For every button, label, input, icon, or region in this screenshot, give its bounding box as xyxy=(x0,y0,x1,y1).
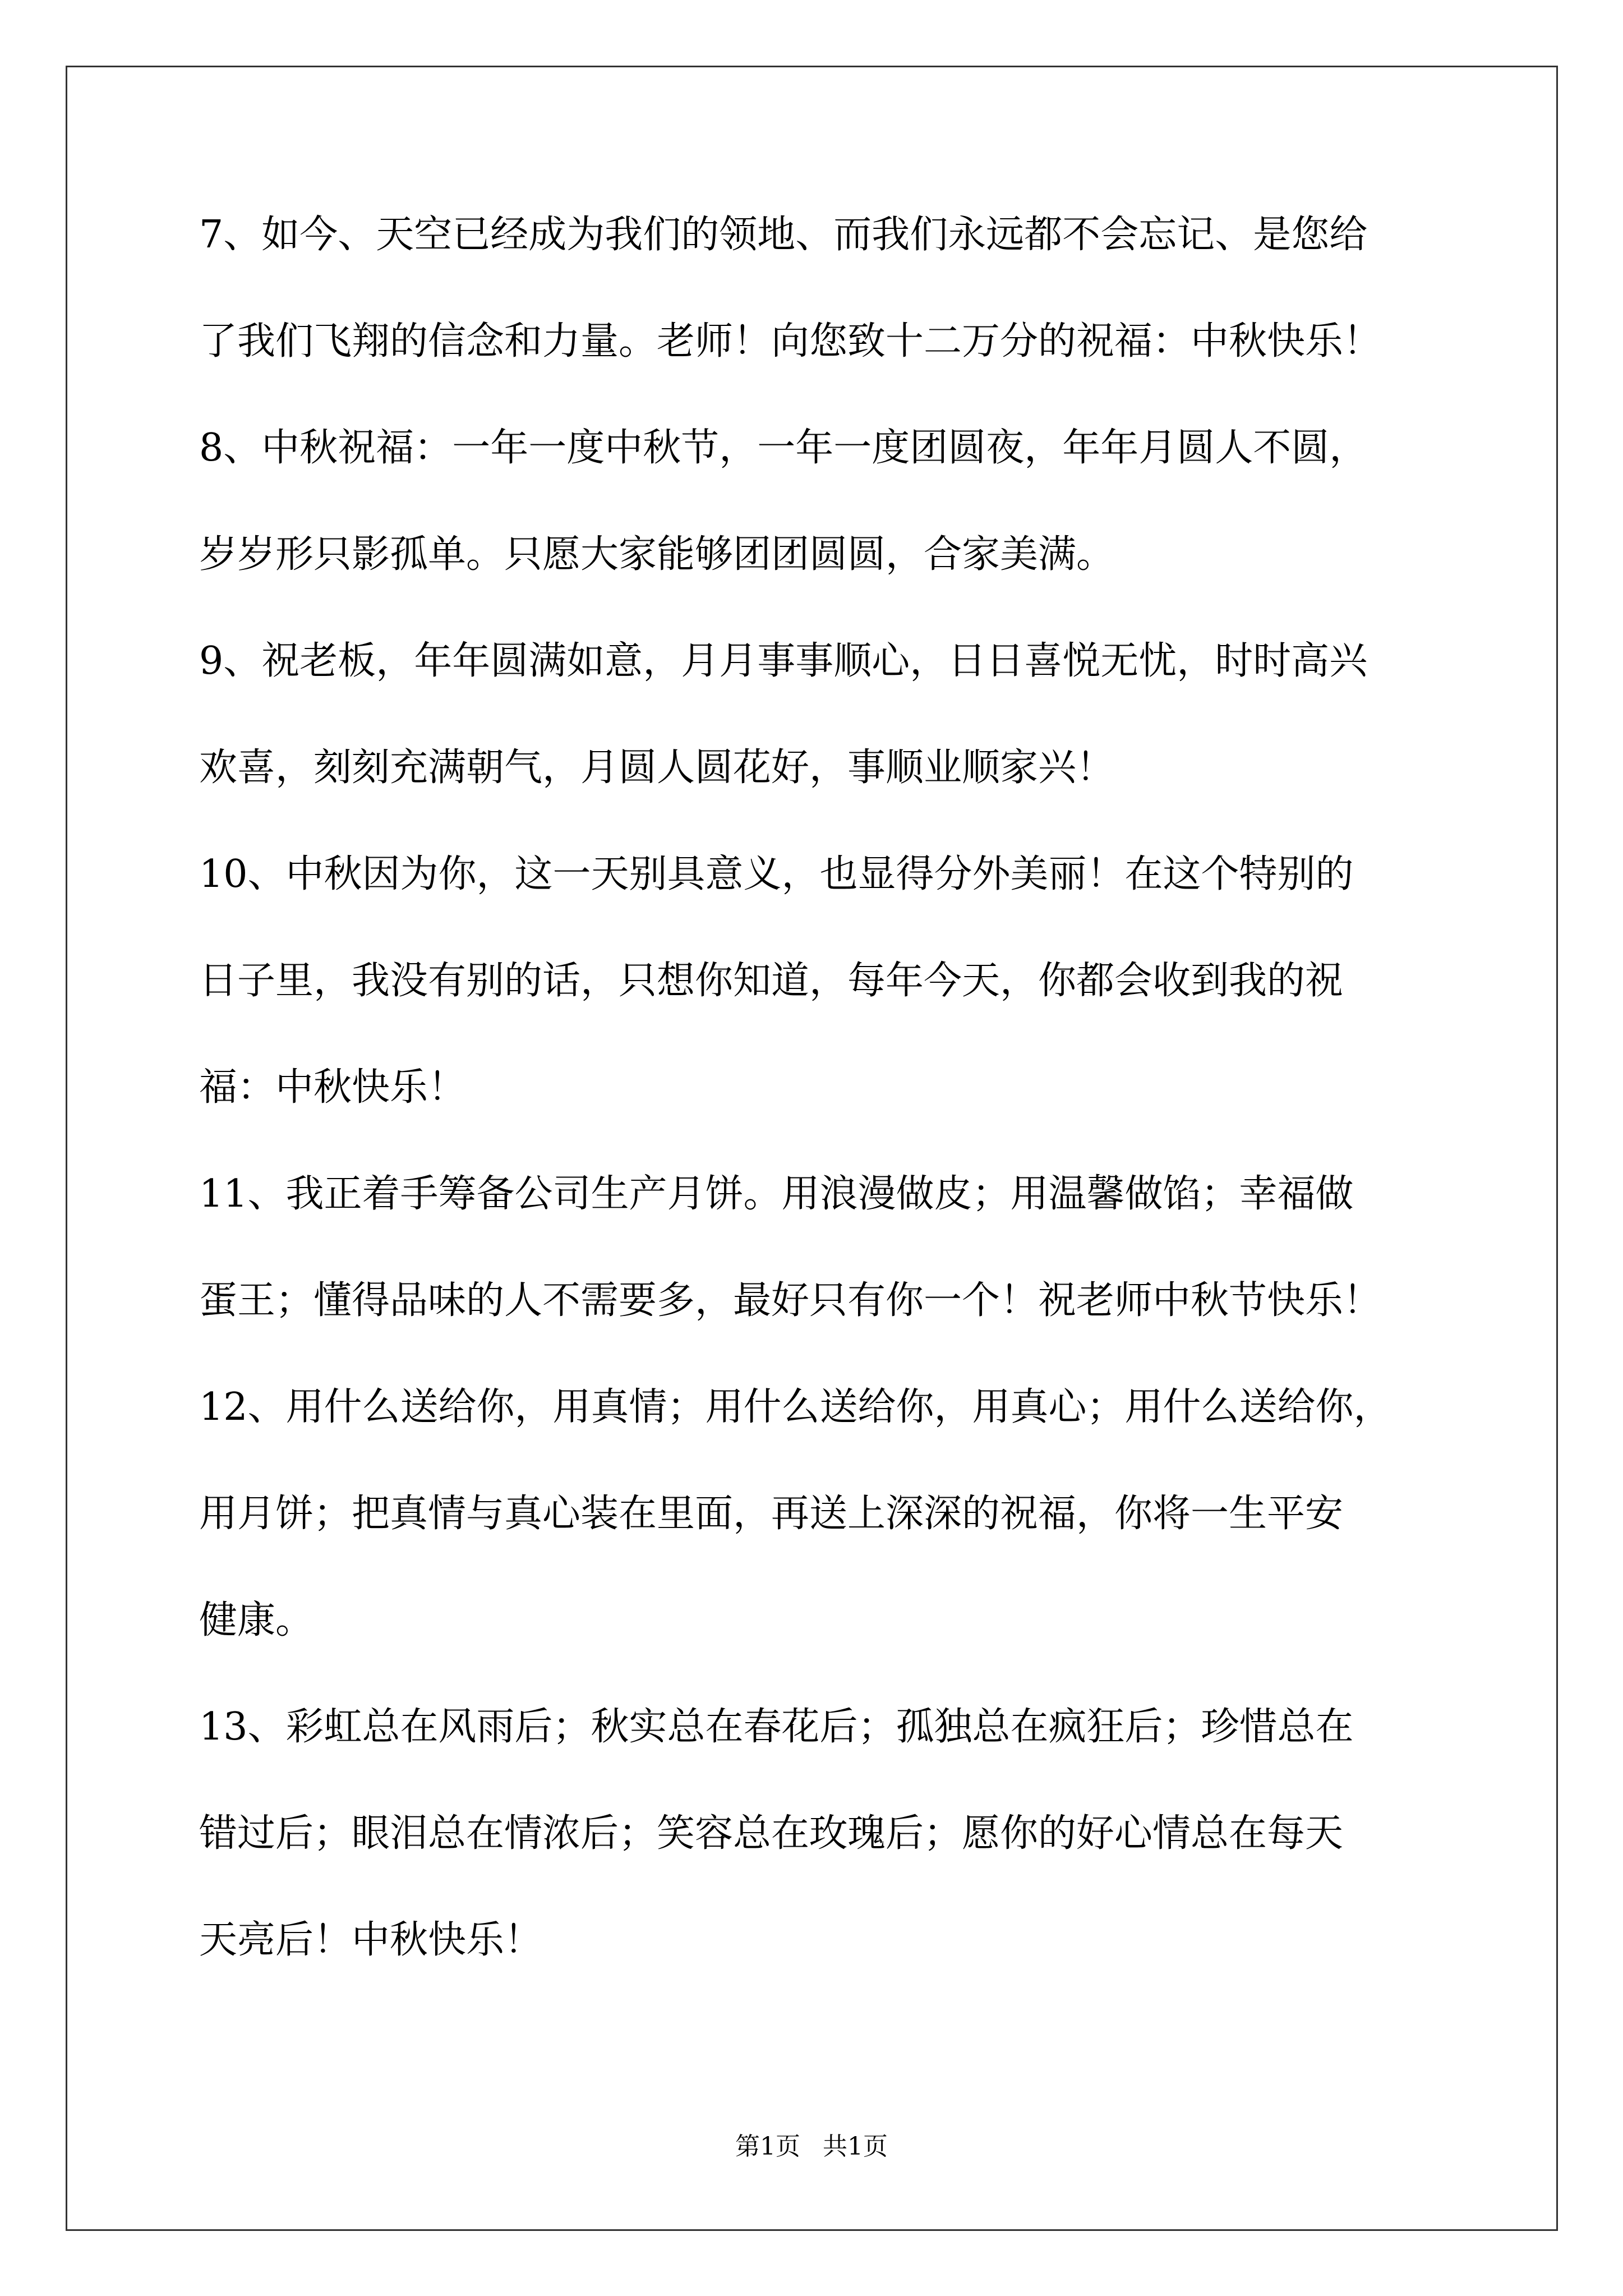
page-total: 共1页 xyxy=(823,2132,888,2161)
text-line: 8、中秋祝福：一年一度中秋节，一年一度团圆夜，年年月圆人不圆， xyxy=(199,426,1368,470)
text-line: 福：中秋快乐！ xyxy=(199,1065,467,1110)
text-line: 欢喜，刻刻充满朝气，月圆人圆花好，事顺业顺家兴！ xyxy=(199,746,1115,790)
text-line: 日子里，我没有别的话，只想你知道，每年今天，你都会收到我的祝 xyxy=(199,959,1344,1003)
text-line: 11、我正着手筹备公司生产月饼。用浪漫做皮；用温馨做馅；幸福做 xyxy=(199,1172,1354,1216)
text-line: 13、彩虹总在风雨后；秋实总在春花后；孤独总在疯狂后；珍惜总在 xyxy=(199,1705,1354,1749)
text-line: 9、祝老板，年年圆满如意，月月事事顺心，日日喜悦无忧，时时高兴 xyxy=(199,639,1368,683)
text-line: 错过后；眼泪总在情浓后；笑容总在玫瑰后；愿你的好心情总在每天 xyxy=(199,1811,1344,1856)
text-line: 天亮后！中秋快乐！ xyxy=(199,1918,543,1962)
text-line: 7、如今、天空已经成为我们的领地、而我们永远都不会忘记、是您给 xyxy=(199,213,1368,257)
document-body xyxy=(199,213,1433,2028)
text-line: 了我们飞翔的信念和力量。老师！向您致十二万分的祝福：中秋快乐！ xyxy=(199,319,1382,364)
page-footer xyxy=(0,2134,1623,2159)
page-number: 第1页 xyxy=(735,2132,800,2161)
text-line: 岁岁形只影孤单。只愿大家能够团团圆圆，合家美满。 xyxy=(199,532,1115,577)
text-line: 12、用什么送给你，用真情；用什么送给你，用真心；用什么送给你， xyxy=(199,1385,1392,1429)
text-line: 用月饼；把真情与真心装在里面，再送上深深的祝福，你将一生平安 xyxy=(199,1492,1344,1536)
text-line: 健康。 xyxy=(199,1598,314,1642)
text-line: 10、中秋因为你，这一天别具意义，也显得分外美丽！在这个特别的 xyxy=(199,852,1354,896)
text-line: 蛋王；懂得品味的人不需要多，最好只有你一个！祝老师中秋节快乐！ xyxy=(199,1278,1382,1323)
